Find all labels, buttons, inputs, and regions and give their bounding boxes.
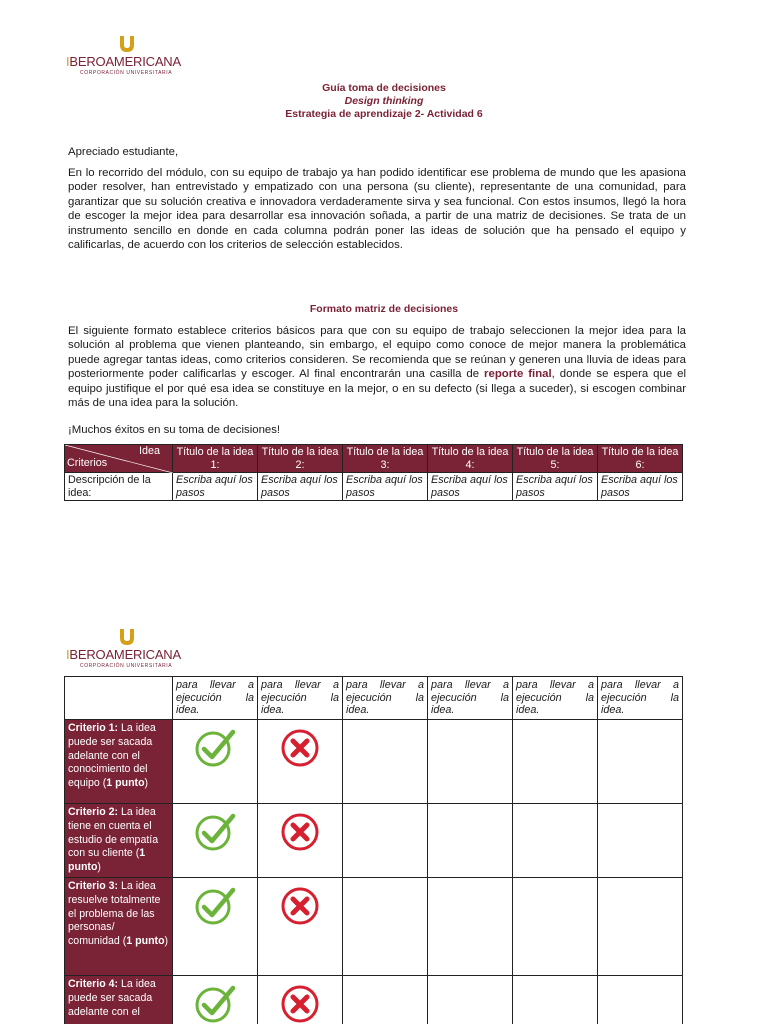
reporte-final-highlight: reporte final xyxy=(484,368,552,381)
shield-logo-icon xyxy=(118,35,136,53)
rating-cell[interactable] xyxy=(173,804,258,878)
check-icon xyxy=(193,984,237,1024)
continued-steps-cell: para llevar a ejecución la idea. xyxy=(513,677,598,720)
idea-description-cell[interactable]: Escriba aquí los pasos xyxy=(173,473,258,501)
rating-cell[interactable] xyxy=(173,877,258,975)
rating-cell[interactable] xyxy=(598,804,683,878)
empty-corner xyxy=(65,677,173,720)
criterion-1: Criterio 1: La idea puede ser sacada adelante con el conocimiento del equipo (1 punto) xyxy=(65,720,173,804)
idea-title-3: Título de la idea 3: xyxy=(343,445,428,473)
rating-cell[interactable] xyxy=(513,720,598,804)
rating-cell[interactable] xyxy=(173,720,258,804)
shield-logo-icon xyxy=(118,628,136,646)
rating-cell[interactable] xyxy=(513,804,598,878)
rating-cell[interactable] xyxy=(173,975,258,1024)
corner-cell: Idea Criterios xyxy=(65,445,173,473)
continued-steps-cell: para llevar a ejecución la idea. xyxy=(343,677,428,720)
rating-cell[interactable] xyxy=(428,877,513,975)
idea-description-cell[interactable]: Escriba aquí los pasos xyxy=(513,473,598,501)
intro-paragraph: En lo recorrido del módulo, con su equipo de trabajo ya han podido identificar ese problema de mundo que les apasiona poder resolver, han entrevistado y empatizado con una persona (su cliente), representante de una comunidad, para garantizar que su solución creativa e innovadora verdaderamente sirva y sea funcional. Con estos insumos, llegó la hora de escoger la mejor idea para desarrollar esa innovación soñada, a partir de una matriz de decisiones. Se trata de un instrumento sencillo en donde en cada columna podrán poner las ideas de solución que ha pensado el equipo y calificarlas, de acuerdo con los criterios de selección establecidos. xyxy=(68,167,686,252)
rating-cell[interactable] xyxy=(428,975,513,1024)
rating-cell[interactable] xyxy=(258,804,343,878)
check-icon xyxy=(193,886,237,926)
criterion-2: Criterio 2: La idea tiene en cuenta el estudio de empatía con su cliente (1 punto) xyxy=(65,804,173,878)
closing-line: ¡Muchos éxitos en su toma de decisiones! xyxy=(68,424,281,436)
rating-cell[interactable] xyxy=(428,720,513,804)
rating-cell[interactable] xyxy=(513,975,598,1024)
rating-cell[interactable] xyxy=(598,877,683,975)
header-subtitle: Design thinking xyxy=(344,95,424,107)
idea-title-6: Título de la idea 6: xyxy=(598,445,683,473)
criterion-4: Criterio 4: La idea puede ser sacada adelante con el xyxy=(65,975,173,1024)
rating-cell[interactable] xyxy=(513,877,598,975)
rating-cell[interactable] xyxy=(343,720,428,804)
format-paragraph: El siguiente formato establece criterios básicos para que con su equipo de trabajo seleccionen la mejor idea para la solución al problema que vienen planteando, sin embargo, el equipo como conoce de mejor manera la problemática puede agregar tantas ideas, como criterios consideren. Se recomienda que se reúnan y generen una lluvia de ideas para posteriormente poder calificarlas y escoger. Al final encontrarán una casilla de reporte final, donde se espera que el equipo justifique el por qué esa idea se constituye en la mejor, o en su defecto (si llega a suceder), si escogen combinar más de una idea para la solución. xyxy=(68,325,687,410)
cross-icon xyxy=(278,984,322,1024)
idea-description-cell[interactable]: Escriba aquí los pasos xyxy=(598,473,683,501)
continued-steps-cell: para llevar a ejecución la idea. xyxy=(173,677,258,720)
idea-title-4: Título de la idea 4: xyxy=(428,445,513,473)
idea-description-cell[interactable]: Escriba aquí los pasos xyxy=(428,473,513,501)
idea-title-1: Título de la idea 1: xyxy=(173,445,258,473)
cross-icon xyxy=(278,728,322,768)
header-title: Guía toma de decisiones xyxy=(322,82,446,94)
rating-cell[interactable] xyxy=(258,877,343,975)
decision-matrix-criteria-table xyxy=(64,676,683,1024)
criterion-3: Criterio 3: La idea resuelve totalmente el problema de las personas/ comunidad (1 punto) xyxy=(65,877,173,975)
greeting: Apreciado estudiante, xyxy=(68,146,179,158)
rating-cell[interactable] xyxy=(428,804,513,878)
check-icon xyxy=(193,728,237,768)
document-header xyxy=(0,82,768,121)
rating-cell[interactable] xyxy=(598,975,683,1024)
idea-description-cell[interactable]: Escriba aquí los pasos xyxy=(258,473,343,501)
check-icon xyxy=(193,812,237,852)
rating-cell[interactable] xyxy=(258,975,343,1024)
cross-icon xyxy=(278,886,322,926)
rating-cell[interactable] xyxy=(343,804,428,878)
rating-cell[interactable] xyxy=(343,975,428,1024)
cross-icon xyxy=(278,812,322,852)
continued-steps-cell: para llevar a ejecución la idea. xyxy=(258,677,343,720)
rating-cell[interactable] xyxy=(343,877,428,975)
idea-title-5: Título de la idea 5: xyxy=(513,445,598,473)
header-activity: Estrategia de aprendizaje 2- Actividad 6 xyxy=(285,108,483,120)
rating-cell[interactable] xyxy=(258,720,343,804)
continued-steps-cell: para llevar a ejecución la idea. xyxy=(428,677,513,720)
description-label: Descripción de la idea: xyxy=(65,473,173,501)
idea-title-2: Título de la idea 2: xyxy=(258,445,343,473)
idea-description-cell[interactable]: Escriba aquí los pasos xyxy=(343,473,428,501)
decision-matrix-header-table xyxy=(64,444,683,501)
rating-cell[interactable] xyxy=(598,720,683,804)
section-title: Formato matriz de decisiones xyxy=(309,303,459,315)
continued-steps-cell: para llevar a ejecución la idea. xyxy=(598,677,683,720)
